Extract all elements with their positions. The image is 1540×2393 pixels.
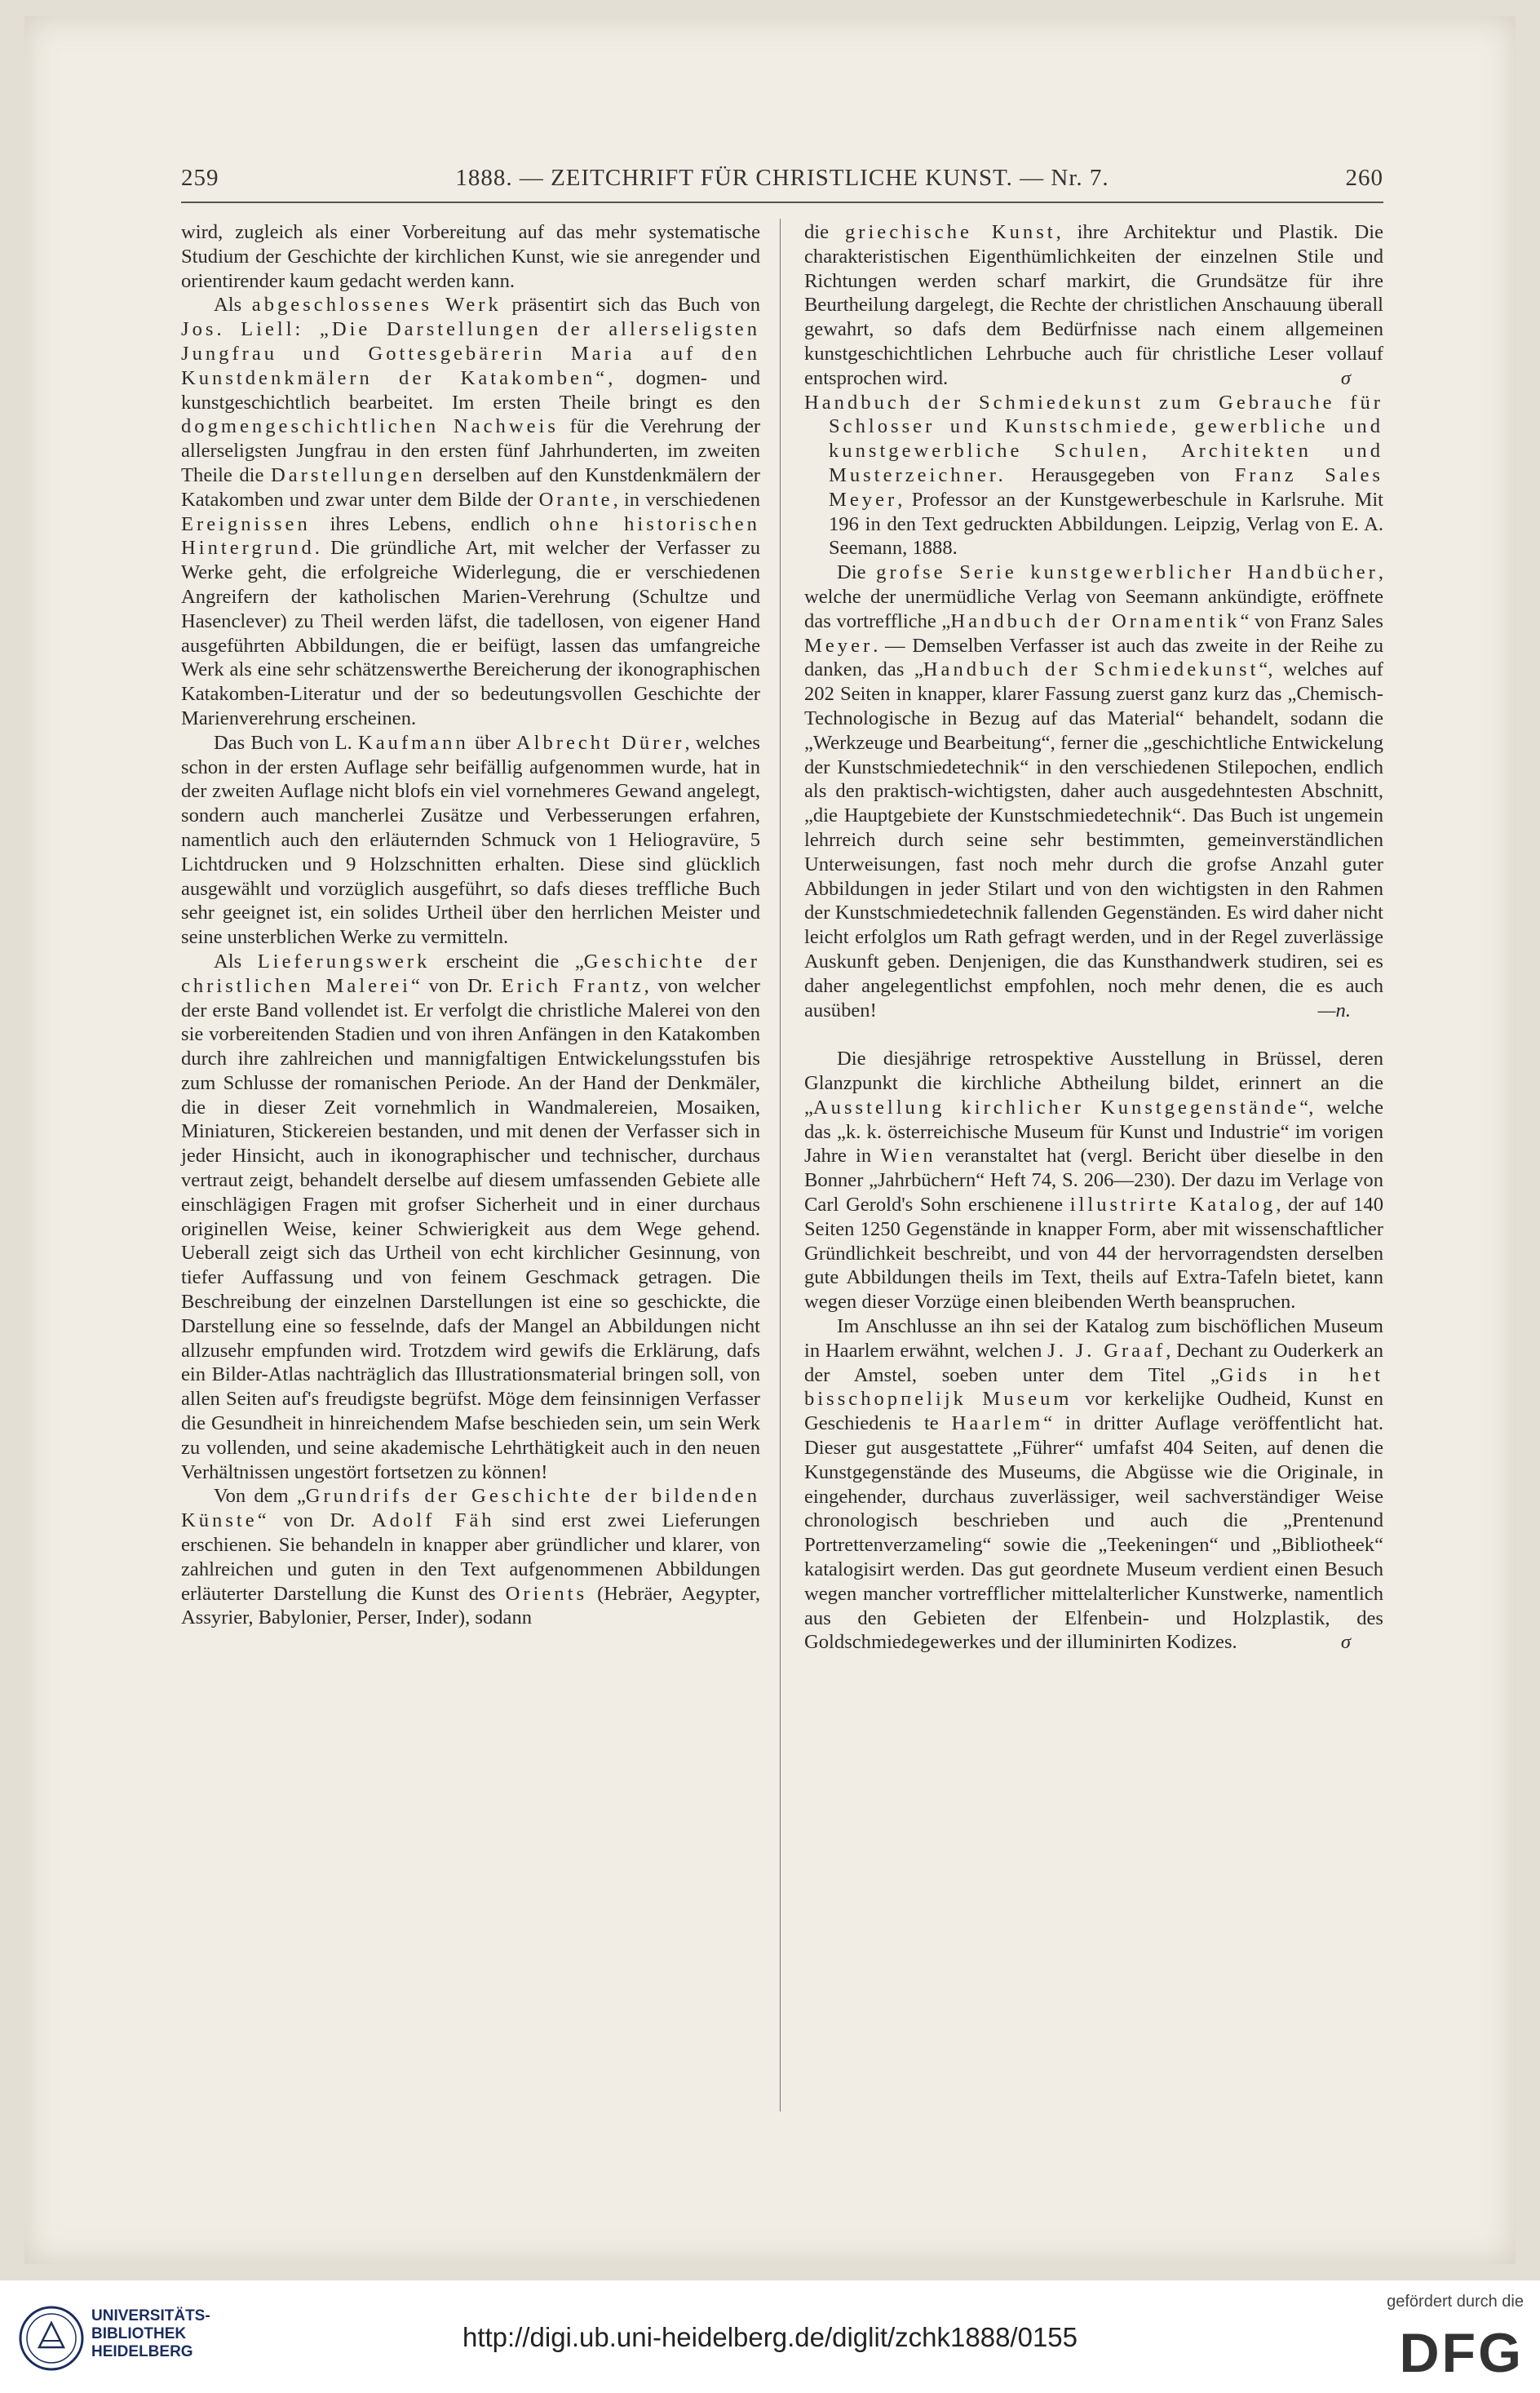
header-rule [181, 202, 1383, 203]
funding-caption: gefördert durch die [1387, 2293, 1524, 2311]
paragraph: Die diesjährige retrospektive Ausstellung in Brüssel, deren Glanzpunkt die kirchliche Abtheilung bildet, erinnert an die „Ausstellung kirchlicher Kunstgegenstände“, welche das „k. k. österreichische Museum für Kunst und Industrie“ im vorigen Jahre in Wien veranstaltet hat (vergl. Bericht über dieselbe in den Bonner „Jahrbüchern“ Heft 74, S. 206—230). Der dazu im Verlage von Carl Gerold's Sohn erschienene illustrirte Katalog, der auf 140 Seiten 1250 Gegenstände in knapper Form, aber mit wissenschaftlicher Gründlichkeit beschreibt, und von 44 der hervorragendsten derselben gute Abbildungen theils im Text, theils auf Extra-Tafeln bietet, kann wegen dieser Vorzüge einen bleibenden Werth beanspruchen. [804, 1048, 1383, 1314]
column-divider [780, 219, 781, 2112]
author-signature: —n. [1317, 999, 1351, 1021]
paragraph: Von dem „Grundrifs der Geschichte der bildenden Künste“ von Dr. Adolf Fäh sind erst zwei Lieferungen erschienen. Sie behandeln in knapper aber gründlicher und klarer, von zahlreichen und guten in den Text aufgenommenen Abbildungen erläuterter Darstellung die Kunst des Orients (Hebräer, Aegypter, Assyrier, Babylonier, Perser, Inder), sodann [181, 1485, 760, 1629]
paragraph: Als Lieferungswerk erscheint die „Geschichte der christlichen Malerei“ von Dr. Erich Frantz, von welcher der erste Band vollendet ist. Er verfolgt die christliche Malerei von den sie vorbereitenden Stadien und von ihren Anfängen in den Katakomben durch ihre zahlreichen und mannigfaltigen Entwickelungsstufen bis zum Schlusse der romanischen Periode. An der Hand der Denkmäler, die in dieser Zeit vornehmlich in Wandmalereien, Mosaiken, Miniaturen, Stickereien bestanden, und mit denen der Verfasser sich in jeder Hinsicht, auch in ikonographischer und technischer, durchaus vertraut zeigt, behandelt derselbe auf diesem umfassenden Gebiete alle einschlägigen Fragen mit grofser Sicherheit und in einer durchaus originellen Weise, keiner Schwierigkeit aus dem Wege gehend. Ueberall zeigt sich das Urtheil von echt kirchlicher Gesinnung, von tiefer Auffassung und von feinem Geschmack getragen. Die Beschreibung der einzelnen Darstellungen ist eine so geschickte, die Darstellung eine so fesselnde, dafs der Mangel an Abbildungen nicht allzusehr empfunden wird. Trotzdem wird gewifs die Erklärung, dafs ein Bilder-Atlas nachträglich das Illustrationsmaterial bringen soll, von allen Seiten auf's freudigste begrüfst. Möge dem feinsinnigen Verfasser die Gesundheit in hinreichendem Mafse beschieden sein, um sein Werk zu vollenden, und seine akademische Lehrthätigkeit auch in den neuen Verhältnissen ungestört fortsetzen zu können! [181, 950, 760, 1483]
permalink-url[interactable]: http://digi.ub.uni-heidelberg.de/diglit/zchk1888/0155 [462, 2322, 1078, 2352]
right-column [804, 220, 1383, 1655]
book-title-entry: Handbuch der Schmiedekunst zum Gebrauche für Schlosser und Kunstschmiede, gewerbliche und kunstgewerbliche Schulen, Architekten und Musterzeichner. Herausgegeben von Franz Sales Meyer, Professor an der Kunstgewerbeschule in Karlsruhe. Mit 196 in den Text gedruckten Abbildungen. Leipzig, Verlag von E. A. Seemann, 1888. [804, 391, 1383, 560]
paragraph: wird, zugleich als einer Vorbereitung auf das mehr systematische Studium der Geschichte der kirchlichen Kunst, wie sie anregender und orientirender kaum gedacht werden kann. [181, 221, 760, 292]
paragraph: Als abgeschlossenes Werk präsentirt sich das Buch von Jos. Liell: „Die Darstellungen der allerseligsten Jungfrau und Gottesgebärerin Maria auf den Kunstdenkmälern der Katakomben“, dogmen- und kunstgeschichtlich bearbeitet. Im ersten Theile bringt es den dogmengeschichtlichen Nachweis für die Verehrung der allerseligsten Jungfrau in den ersten fünf Jahrhunderten, im zweiten Theile die Darstellungen derselben auf den Kunstdenkmälern der Katakomben und zwar unter dem Bilde der Orante, in verschiedenen Ereignissen ihres Lebens, endlich ohne historischen Hintergrund. Die gründliche Art, mit welcher der Verfasser zu Werke geht, die erfolgreiche Widerlegung, die er verschiedenen Angreifern der katholischen Marien-Verehrung (Schultze und Hasenclever) zu Theil werden läfst, die tadellosen, von eigener Hand ausgeführten Abbildungen, die er beifügt, lassen das umfangreiche Werk als eine sehr schätzenswerthe Bereicherung der ikonographischen Katakomben-Literatur und der so bedeutungsvollen Geschichte der Marienverehrung erscheinen. [181, 294, 761, 729]
paragraph: Das Buch von L. Kaufmann über Albrecht Dürer, welches schon in der ersten Auflage sehr beifällig aufgenommen wurde, hat in der zweiten Auflage nicht blofs ein viel vornehmeres Gewand angelegt, sondern auch mancherlei Zusätze und Verbesserungen erfahren, namentlich auch den erläuternden Schmuck von 1 Heliogravüre, 5 Lichtdrucken und 9 Holzschnitten erhalten. Diese sind glücklich ausgewählt und vorzüglich ausgeführt, so dafs dieses treffliche Buch sehr geeignet ist, ein solides Urtheil über den herrlichen Meister und seine unsterblichen Werke zu vermitteln. [181, 731, 760, 949]
running-header [181, 165, 1383, 193]
library-name[interactable]: UNIVERSITÄTS- BIBLIOTHEK HEIDELBERG [91, 2307, 210, 2360]
paragraph: Die grofse Serie kunstgewerblicher Handbücher, welche der unermüdliche Verlag von Seemann ankündigte, eröffnete das vortreffliche „Handbuch der Ornamentik“ von Franz Sales Meyer. — Demselben Verfasser ist auch das zweite in der Reihe zu danken, das „Handbuch der Schmiedekunst“, welches auf 202 Seiten in knapper, klarer Fassung zuerst ganz kurz das „Chemisch-Technologische in Bezug auf das Material“ behandelt, sodann die „Werkzeuge und Bearbeitung“, ferner die „geschichtliche Entwickelung der Kunstschmiedetechnik“ in den verschiedenen Stilepochen, endlich als den praktisch-wichtigsten, daher auch ausgedehntesten Abschnitt, „die Hauptgebiete der Kunstschmiedetechnik“. Das Buch ist ungemein lehrreich durch seine sehr bestimmten, gemeinverständlichen Unterweisungen, fast noch mehr durch die grofse Anzahl guter Abbildungen in jeder Stilart und von den wichtigsten in den Rahmen der Kunstschmiedetechnik fallenden Gegenständen. Es wird daher nicht leicht erfolglos um Rath gefragt werden, und in der Regel zuverlässige Auskunft geben. Denjenigen, die das Kunsthandwerk studiren, sei es daher angelegentlichst empfohlen, noch mehr denen, die es auch ausüben! —n. [804, 561, 1383, 1021]
page-number-left: 259 [181, 165, 219, 191]
left-column [181, 220, 760, 1630]
page-number-right: 260 [1345, 165, 1383, 191]
paragraph: die griechische Kunst, ihre Architektur und Plastik. Die charakteristischen Eigenthümlichkeiten der einzelnen Stile und Richtungen werden scharf markirt, die Grundsätze für ihre Beurtheilung dargelegt, die Rechte der christlichen Anschauung überall gewahrt, so dafs dem Bedürfnisse nach einem allgemeinen kunstgeschichtlichen Lehrbuche auch für christliche Leser vollauf entsprochen wird. σ [804, 221, 1383, 389]
journal-title: 1888. — ZEITCHRIFT FÜR CHRISTLICHE KUNST. — Nr. 7. [455, 165, 1109, 191]
paragraph: Im Anschlusse an ihn sei der Katalog zum bischöflichen Museum in Haarlem erwähnt, welchen J. J. Graaf, Dechant zu Ouderkerk an der Amstel, soeben unter dem Titel „Gids in het bisschopпelijk Museum vor kerkelijke Oudheid, Kunst en Geschiedenis te Haarlem“ in dritter Auflage veröffentlicht hat. Dieser gut ausgestattete „Führer“ umfafst 404 Seiten, auf denen die Kunstgegenstände des Museums, die Abgüsse wie die Originale, in eingehender, durchaus zuverlässiger, weil sachverständiger Weise chronologisch beschrieben und auch die „Prentenund Portrettenverzameling“ sowie die „Teekeningen“ und „Bibliotheek“ katalogisirt werden. Das gut geordnete Museum verdient einen Besuch wegen mancher vortrefflicher mittelalterlicher Kunstwerke, namentlich aus den Gebieten der Elfenbein- und Holzplastik, des Goldschmiedegewerkes und der illuminirten Kodizes. σ [804, 1315, 1384, 1654]
author-signature: σ [1340, 366, 1351, 389]
author-signature: σ [1340, 1631, 1351, 1654]
dfg-logo[interactable]: DFG [1399, 2322, 1524, 2384]
